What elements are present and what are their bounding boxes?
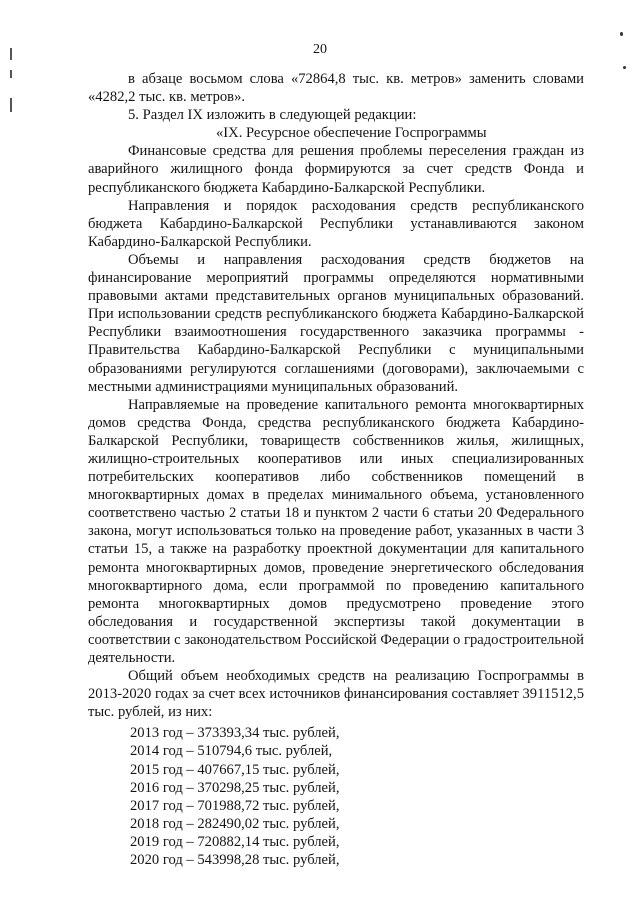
paragraph-budget-directions: Направления и порядок расходования средств республиканского бюджета Кабардино-Балкарской Республики устанавливаются законом Кабардино-Балкарской Республики. bbox=[88, 197, 584, 250]
document-body bbox=[88, 70, 584, 869]
scan-speck-top-right bbox=[620, 32, 623, 36]
binding-mark-bottom bbox=[10, 98, 12, 112]
paragraph-section-instruction: 5. Раздел IX изложить в следующей редакции: bbox=[128, 107, 417, 124]
paragraph-capital-repair: Направляемые на проведение капитального ремонта многоквартирных домов средства Фонда, средства республиканского бюджета Кабардино-Балкарской Республики, товариществ собственников жилья, жилищных, жилищно-строительных кооперативов или иных специализированных потребительских кооперативов либо собственников помещений в многоквартирных домах в пределах минимального объема, установленного соответствено частью 2 статьи 18 и пунктом 2 части 6 статьи 20 Федерального закона, могут использоваться только на проведение работ, указанных в части 3 статьи 15, а также на разработку проектной документации для капитального ремонта многоквартирных домов, проведение энергетического обследования многоквартирного дома, если программой по проведению капитального ремонта многоквартирных домов предусмотрено проведение этого обследования и государственной экспертизы такой документации в соответствии с законодательством Российской Федерации о градостроительной деятельности. bbox=[88, 396, 584, 666]
paragraph-total-volume: Общий объем необходимых средств на реализацию Госпрограммы в 2013-2020 годах за счет всех источников финансирования составляет 3911512,5 тыс. рублей, из них: bbox=[88, 668, 584, 721]
list-item: 2013 год – 373393,34 тыс. рублей, bbox=[130, 725, 340, 742]
scan-speck-right bbox=[623, 66, 626, 69]
list-item: 2017 год – 701988,72 тыс. рублей, bbox=[130, 797, 340, 814]
section-heading: «IX. Ресурсное обеспечение Госпрограммы bbox=[216, 125, 487, 142]
list-item: 2016 год – 370298,25 тыс. рублей, bbox=[130, 779, 340, 796]
list-item: 2020 год – 543998,28 тыс. рублей, bbox=[130, 852, 340, 869]
list-item: 2015 год – 407667,15 тыс. рублей, bbox=[130, 761, 340, 778]
list-item: 2014 год – 510794,6 тыс. рублей, bbox=[130, 743, 333, 760]
paragraph-municipal-volumes: Объемы и направления расходования средств бюджетов на финансирование мероприятий программы определяются нормативными правовыми актами представительных органов муниципальных образований. При использовании средств республиканского бюджета Кабардино-Балкарской Республики взаимоотношения государственного заказчика программы - Правительства Кабардино-Балкарской Республики с муниципальными образованиями регулируются соглашениями (договорами), заключаемыми с местными администрациями муниципальных образований. bbox=[88, 251, 584, 395]
yearly-funding-list bbox=[88, 724, 584, 869]
list-item: 2018 год – 282490,02 тыс. рублей, bbox=[130, 815, 340, 832]
page-number: 20 bbox=[313, 42, 327, 57]
paragraph-funding-sources: Финансовые средства для решения проблемы переселения граждан из аварийного жилищного фонда формируются за счет средств Фонда и республиканского бюджета Кабардино-Балкарской Республики. bbox=[88, 143, 584, 196]
list-item: 2019 год – 720882,14 тыс. рублей, bbox=[130, 833, 340, 850]
binding-mark-middle bbox=[10, 70, 12, 78]
paragraph-amendment-text: в абзаце восьмом слова «72864,8 тыс. кв. метров» заменить словами «4282,2 тыс. кв. метров». bbox=[88, 71, 584, 106]
